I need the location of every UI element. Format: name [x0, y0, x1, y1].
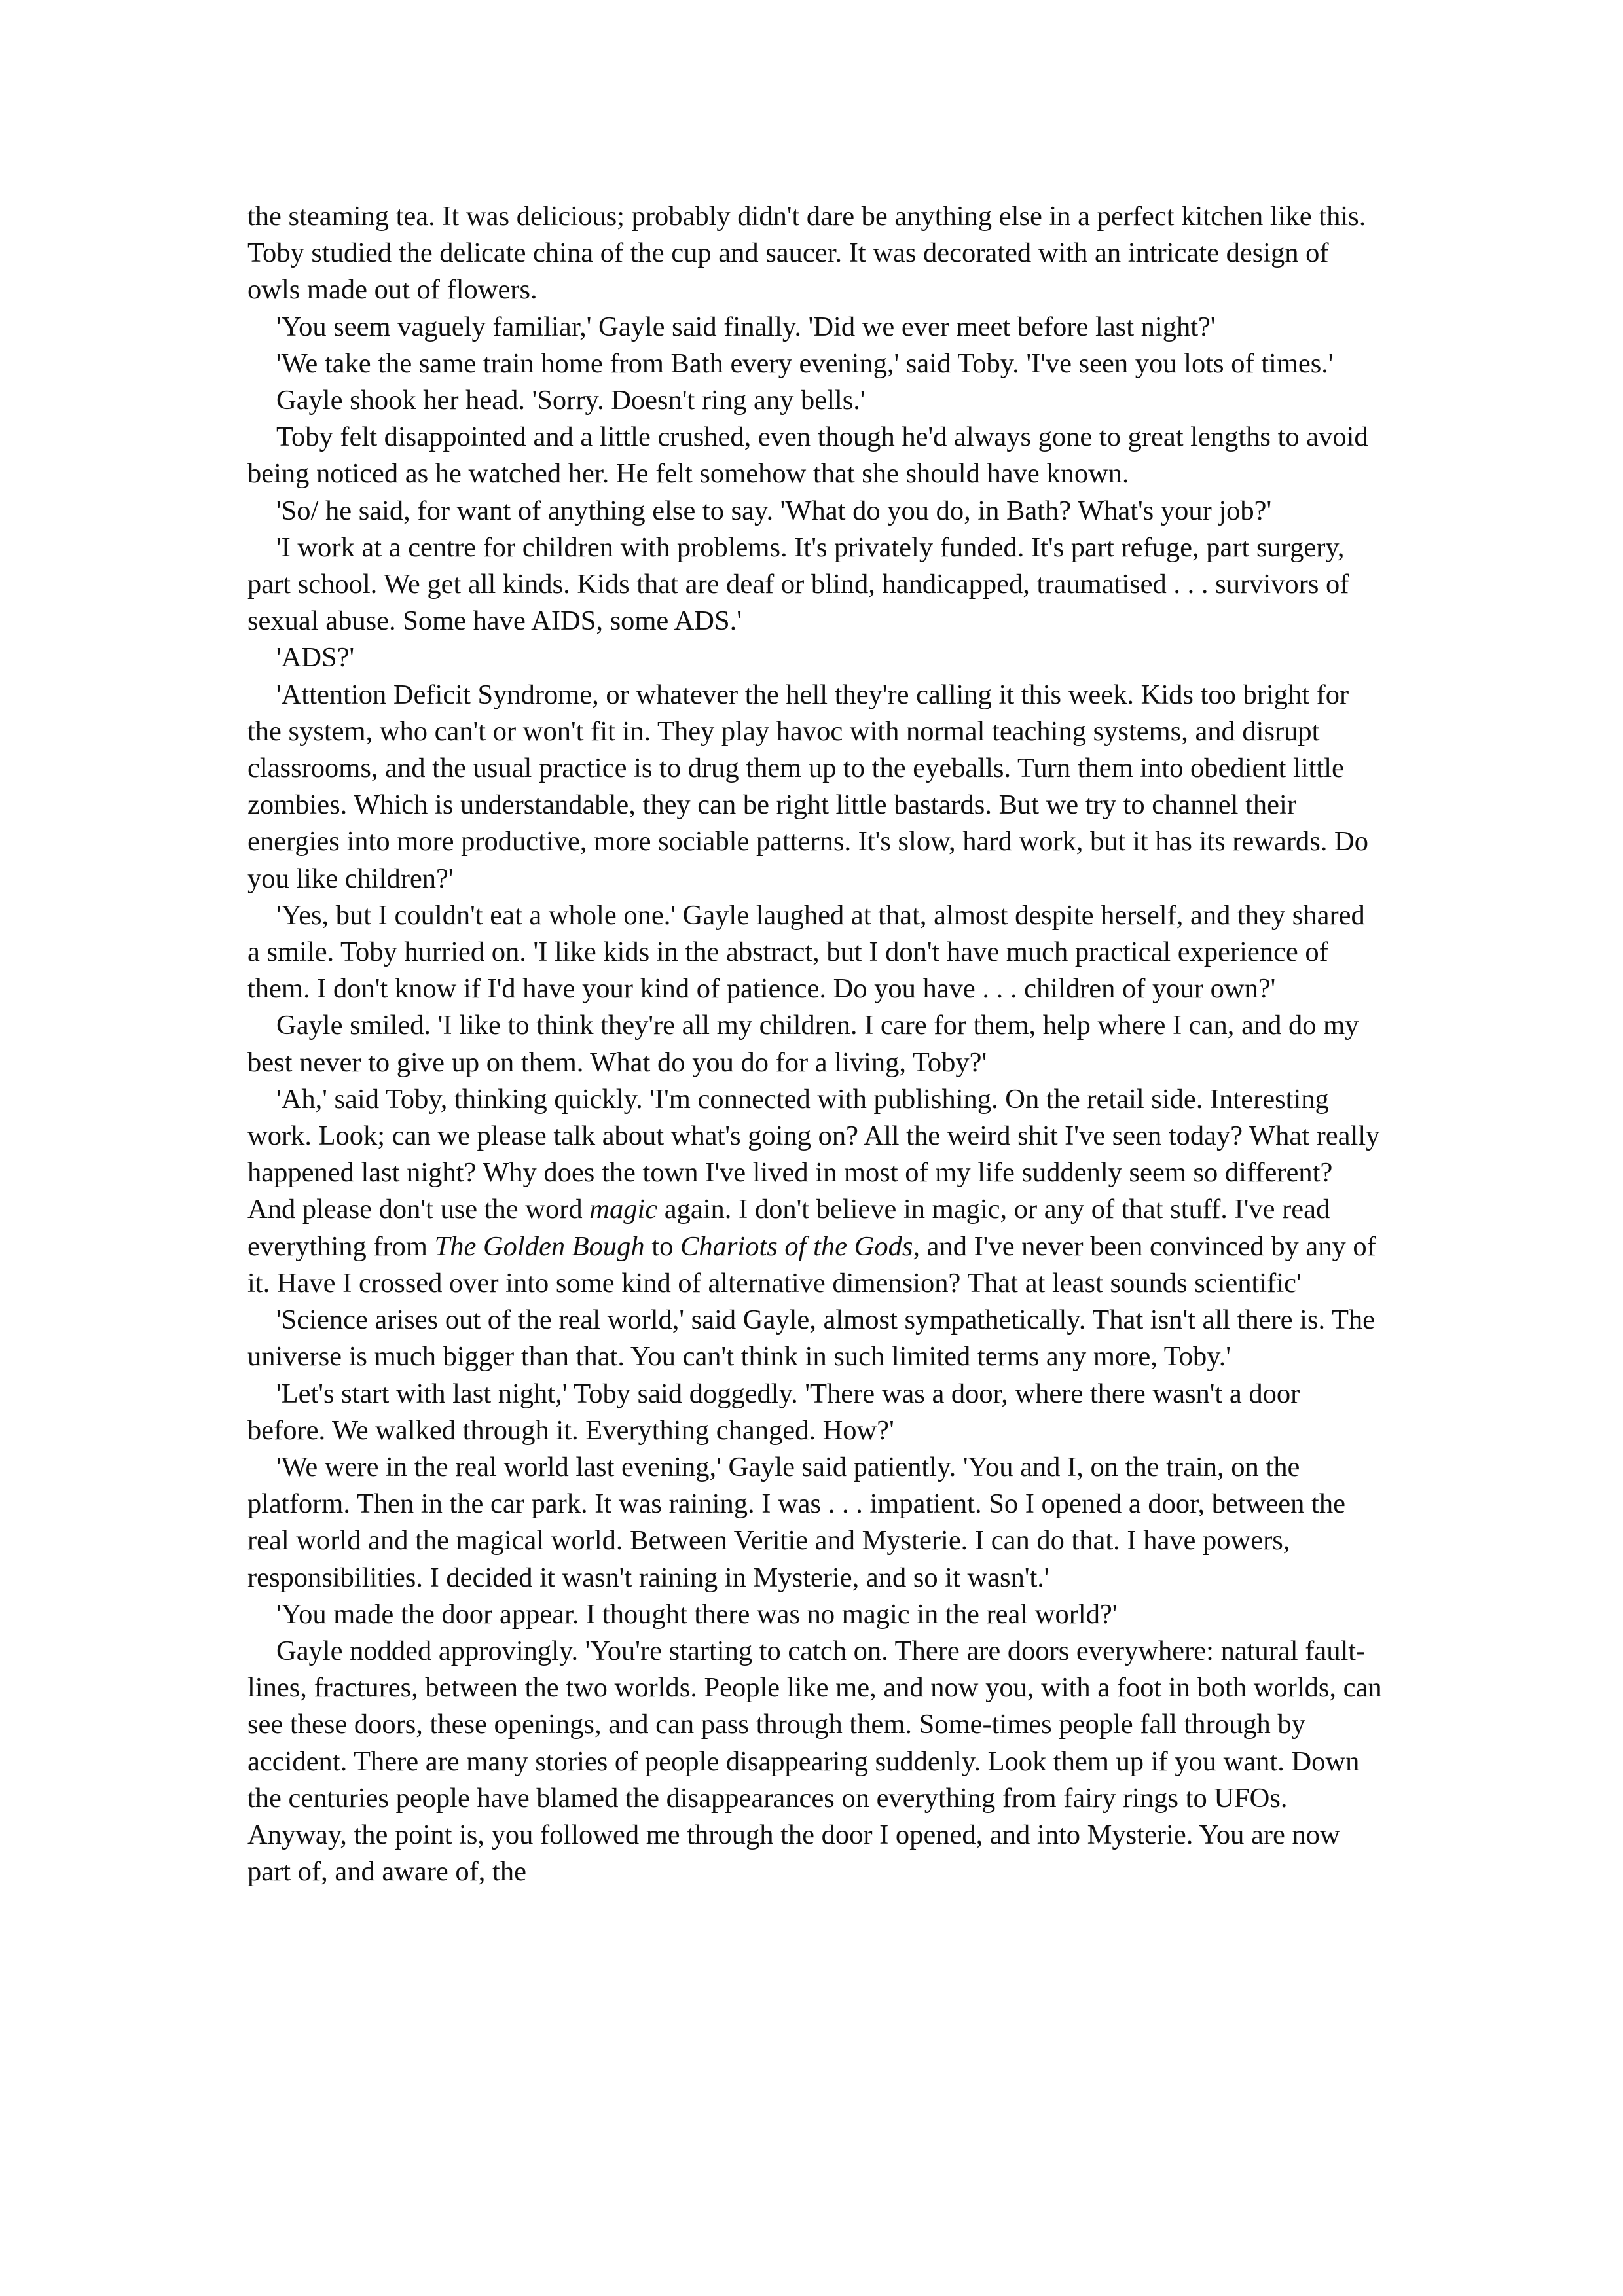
paragraph-7: 'I work at a centre for children with problems. It's privately funded. It's part refuge, part surgery, part school. We get all kinds. Kids that are deaf or blind, handicapped, traumatised . . . survivors of sexual abuse. Some have AIDS, some ADS.'	[247, 531, 1349, 637]
page-text	[247, 198, 1383, 1890]
paragraph-16: 'You made the door appear. I thought there was no magic in the real world?'	[276, 1598, 1118, 1630]
paragraph-8: 'ADS?'	[276, 642, 355, 673]
paragraph-12-italic-segment: Chariots of the Gods,	[680, 1230, 921, 1262]
paragraph-14: 'Let's start with last night,' Toby said doggedly. 'There was a door, where there wasn't a door before. We walked through it. Everything changed. How?'	[247, 1378, 1300, 1446]
paragraph-15: 'We were in the real world last evening,' Gayle said patiently. 'You and I, on the train, on the platform. Then in the car park. It was raining. I was . . . impatient. So I opened a door, between the real world and the magical world. Between Veritie and Mysterie. I can do that. I have powers, responsibilities. I decided it wasn't raining in Mysterie, and so it wasn't.'	[247, 1451, 1345, 1593]
paragraph-12-segment: again. I don't believe in magic, or any of that stuff. I've read everything from	[247, 1194, 1330, 1262]
paragraph-10: 'Yes, but I couldn't eat a whole one.' Gayle laughed at that, almost despite herself, and they shared a smile. Toby hurried on. 'I like kids in the abstract, but I don't have much practical experience of them. I don't know if I'd have your kind of patience. Do you have . . . children of your own?'	[247, 899, 1365, 1005]
paragraph-12	[247, 1081, 1383, 1302]
paragraph-12-italic-segment: The Golden Bough	[434, 1230, 645, 1262]
paragraph-13: 'Science arises out of the real world,' said Gayle, almost sympathetically. That isn't all there is. The universe is much bigger than that. You can't think in such limited terms any more, Toby.'	[247, 1304, 1376, 1372]
paragraph-6: 'So/ he said, for want of anything else to say. 'What do you do, in Bath? What's your job?'	[276, 495, 1272, 526]
paragraph-12-segment: 'Ah,' said Toby, thinking quickly. 'I'm connected with publishing. On the retail side. Interesting work. Look; can we please talk about what's going on? All the weird shit I've seen today? What really happened last night? Why does the town I've lived in most of my life suddenly seem so different? And please don't use the word	[247, 1083, 1380, 1225]
paragraph-12-segment: to	[644, 1230, 680, 1262]
paragraph-12-italic-segment: magic	[589, 1194, 658, 1225]
paragraph-5: Toby felt disappointed and a little crushed, even though he'd always gone to great lengths to avoid being noticed as he watched her. He felt somehow that she should have known.	[247, 422, 1368, 490]
paragraph-12-segment: and I've never been convinced by any of it. Have I crossed over into some kind of alternative dimension? That at least sounds scientific'	[247, 1230, 1376, 1299]
paragraph-3: 'We take the same train home from Bath every evening,' said Toby. 'I've seen you lots of times.'	[276, 348, 1334, 379]
paragraph-11: Gayle smiled. 'I like to think they're all my children. I care for them, help where I can, and do my best never to give up on them. What do you do for a living, Toby?'	[247, 1010, 1359, 1078]
paragraph-4: Gayle shook her head. 'Sorry. Doesn't ring any bells.'	[276, 385, 866, 416]
paragraph-1: the steaming tea. It was delicious; probably didn't dare be anything else in a perfect kitchen like this. Toby studied the delicate china of the cup and saucer. It was decorated with an intricate design of owls made out of flowers.	[247, 201, 1366, 306]
paragraph-17: Gayle nodded approvingly. 'You're starting to catch on. There are doors everywhere: natural fault-lines, fractures, between the two worlds. People like me, and now you, with a foot in both worlds, can see these doors, these openings, and can pass through them. Some-times people fall through by accident. There are many stories of people disappearing suddenly. Look them up if you want. Down the centuries people have blamed the disappearances on everything from fairy rings to UFOs. Anyway, the point is, you followed me through the door I opened, and into Mysterie. You are now part of, and aware of, the	[247, 1635, 1382, 1888]
paragraph-9: 'Attention Deficit Syndrome, or whatever the hell they're calling it this week. Kids too bright for the system, who can't or won't fit in. They play havoc with normal teaching systems, and disrupt classrooms, and the usual practice is to drug them up to the eyeballs. Turn them into obedient little zombies. Which is understandable, they can be right little bastards. But we try to channel their energies into more productive, more sociable patterns. It's slow, hard work, but it has its rewards. Do you like children?'	[247, 679, 1368, 894]
paragraph-2: 'You seem vaguely familiar,' Gayle said finally. 'Did we ever meet before last night?'	[276, 311, 1216, 342]
